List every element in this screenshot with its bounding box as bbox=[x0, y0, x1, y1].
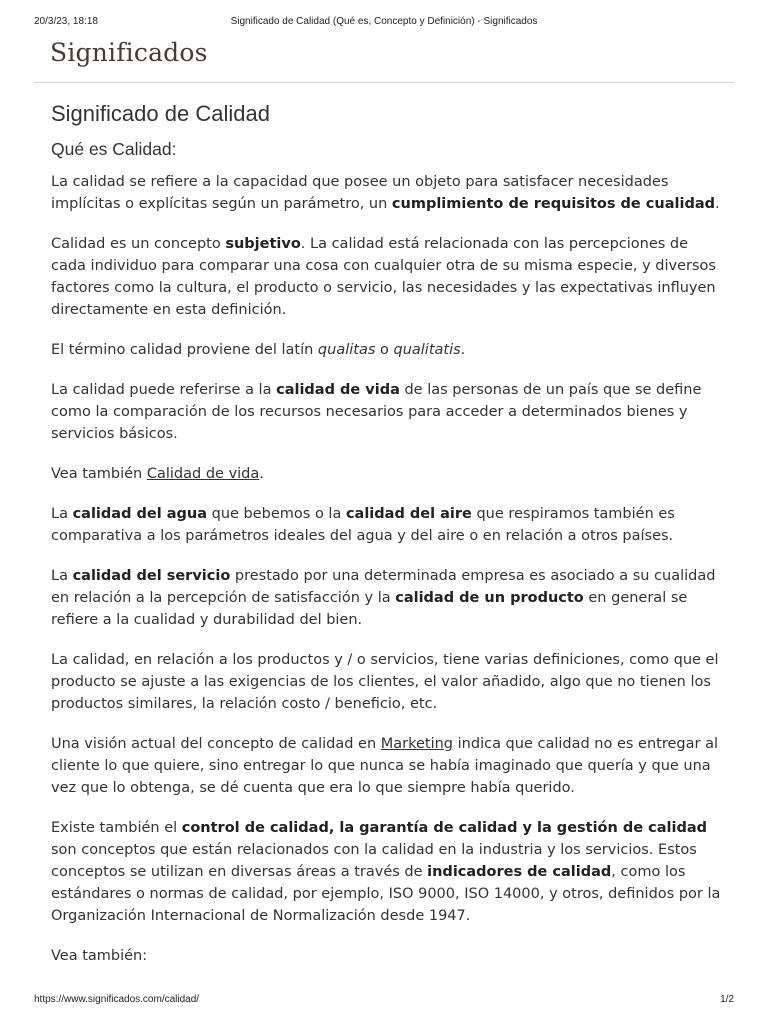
paragraph-definitions: La calidad, en relación a los productos y / o servicios, tiene varias definiciones, como que el producto se ajuste a las exigencias de los clientes, el valor añadido, algo que no tienen los productos similares, la relación costo / beneficio, etc. bbox=[51, 652, 719, 712]
bold-term: calidad de vida bbox=[276, 382, 400, 398]
paragraph-quality-of-life: La calidad puede referirse a la calidad de vida de las personas de un país que se define como la comparación de los recursos necesarios para acceder a determinados bienes y servicios básicos. bbox=[51, 382, 702, 442]
page-number: 1/2 bbox=[720, 994, 734, 1005]
paragraph-quality-control: Existe también el control de calidad, la garantía de calidad y la gestión de calidad son conceptos que están relacionados con la calidad en la industria y los servicios. Estos conceptos se utilizan en diversas áreas a través de indicadores de calidad, como los estándares o normas de calidad, por ejemplo, ISO 9000, ISO 14000, y otros, definidos por la Organización Internacional de Normalización desde 1947. bbox=[51, 820, 721, 924]
page-title: Significado de Calidad bbox=[51, 101, 270, 126]
print-page-title: Significado de Calidad (Qué es, Concepto y Definición) - Significados bbox=[230, 16, 538, 27]
paragraph-see-also: Vea también: bbox=[51, 948, 148, 964]
print-datetime: 20/3/23, 18:18 bbox=[34, 16, 98, 27]
article bbox=[51, 99, 723, 985]
paragraph-see-also-life: Vea también Calidad de vida. bbox=[51, 466, 264, 482]
paragraph-marketing: Una visión actual del concepto de calidad en Marketing indica que calidad no es entregar al cliente lo que quiere, sino entregar lo que nunca se había imaginado que quería y que una vez que lo obtenga, se dé cuenta que era lo que siempre había querido. bbox=[51, 736, 718, 796]
paragraph-definition: La calidad se refiere a la capacidad que posee un objeto para satisfacer necesidades implícitas o explícitas según un parámetro, un cumplimiento de requisitos de cualidad. bbox=[51, 174, 720, 212]
header-divider bbox=[34, 82, 734, 83]
print-url: https://www.significados.com/calidad/ bbox=[34, 994, 200, 1005]
site-logo[interactable]: Significados bbox=[50, 38, 208, 67]
bold-term: control de calidad, la garantía de calidad y la gestión de calidad bbox=[181, 820, 708, 836]
bold-term: cumplimiento de requisitos de cualidad bbox=[391, 196, 715, 212]
bold-term: calidad del servicio bbox=[72, 568, 231, 584]
latin-term: qualitatis bbox=[393, 342, 461, 358]
print-header bbox=[0, 16, 768, 30]
link-calidad-de-vida[interactable]: Calidad de vida bbox=[146, 466, 260, 482]
link-marketing[interactable]: Marketing bbox=[380, 736, 454, 752]
paragraph-service-product: La calidad del servicio prestado por una determinada empresa es asociado a su cualidad en relación a la percepción de satisfacción y la calidad de un producto en general se refiere a la cualidad y durabilidad del bien. bbox=[51, 568, 716, 628]
bold-term: calidad del aire bbox=[345, 506, 472, 522]
bold-term: indicadores de calidad bbox=[427, 864, 612, 880]
print-footer bbox=[0, 994, 768, 1008]
bold-term: calidad de un producto bbox=[395, 590, 584, 606]
paragraph-subjective: Calidad es un concepto subjetivo. La calidad está relacionada con las percepciones de cada individuo para comparar una cosa con cualquier otra de su misma especie, y diversos factores como la cultura, el producto o servicio, las necesidades y las expectativas influyen directamente en esta definición. bbox=[51, 236, 716, 318]
paragraph-water-air: La calidad del agua que bebemos o la calidad del aire que respiramos también es comparativa a los parámetros ideales del agua y del aire o en relación a otros países. bbox=[51, 506, 675, 544]
section-heading: Qué es Calidad: bbox=[51, 139, 177, 159]
bold-term: subjetivo bbox=[225, 236, 301, 252]
latin-term: qualitas bbox=[317, 342, 376, 358]
bold-term: calidad del agua bbox=[72, 506, 207, 522]
paragraph-etymology: El término calidad proviene del latín qualitas o qualitatis. bbox=[51, 342, 466, 358]
